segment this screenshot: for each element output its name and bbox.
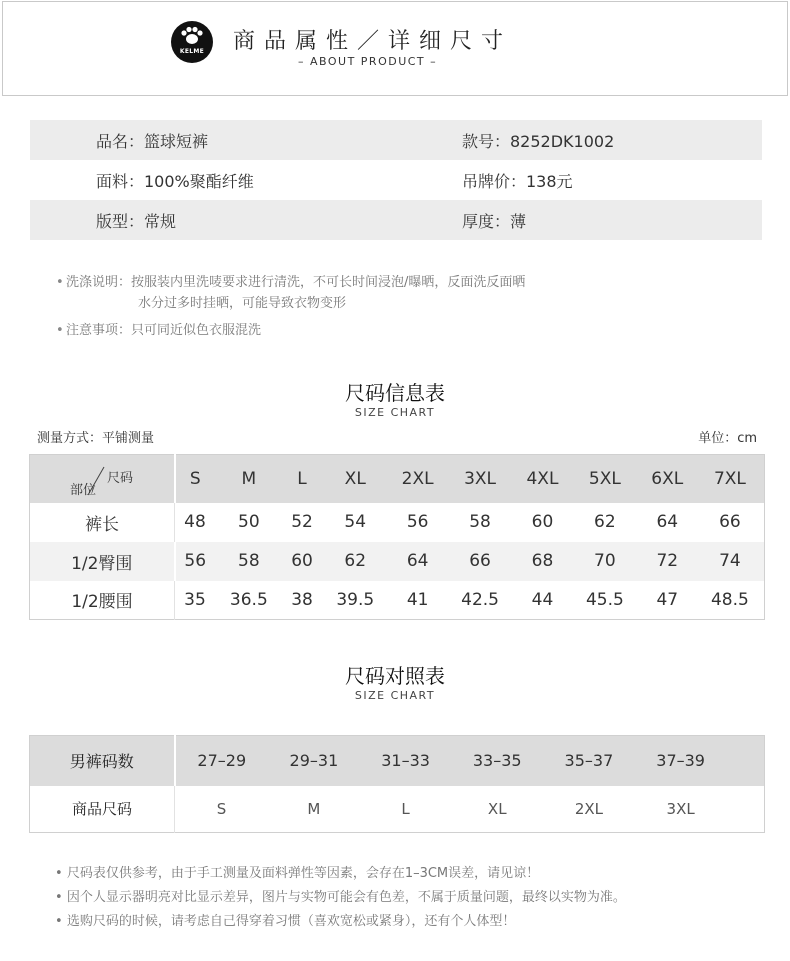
table-row xyxy=(30,503,765,542)
table-cell: 58 xyxy=(469,512,491,532)
table-cell: 68 xyxy=(514,542,571,581)
wash-note: • 洗涤说明：按服装内里洗唛要求进行清洗，不可长时间浸泡/曝晒，反面洗反面晒 xyxy=(56,275,526,290)
size-cell: XL xyxy=(451,786,543,833)
size-cell: 2XL xyxy=(543,786,635,833)
table-cell: 36.5 xyxy=(229,589,268,610)
size-chart-subtitle: SIZE CHART xyxy=(354,406,436,419)
disclaimer-notes xyxy=(55,862,626,934)
table-cell: 60 xyxy=(531,512,554,532)
reference-chart-title: 尺码对照表 xyxy=(345,664,445,688)
paw-icon xyxy=(171,21,213,63)
wash-note-cont: 水分过多时挂晒，可能导致衣物变形 xyxy=(138,296,347,311)
measure-method: 测量方式：平铺测量 xyxy=(37,431,155,446)
table-cell: 64 xyxy=(389,542,446,581)
range-cell: 27–29 xyxy=(175,736,269,786)
range-cell: 31–33 xyxy=(360,736,452,786)
product-attributes xyxy=(30,120,762,240)
size-cell: L xyxy=(360,786,452,833)
size-header: 3XL xyxy=(446,455,514,503)
table-cell: 62 xyxy=(594,512,616,532)
table-cell: 39.5 xyxy=(336,589,375,610)
size-header: S xyxy=(175,455,215,503)
reference-chart-subtitle: SIZE CHART xyxy=(354,689,436,702)
size-header: XL xyxy=(321,455,389,503)
row-label: 裤长 xyxy=(30,503,175,542)
attribute-material: 面料：100%聚酯纤维 xyxy=(96,171,254,191)
size-cell: S xyxy=(175,786,269,833)
attribute-price: 吊牌价：138元 xyxy=(462,171,573,191)
table-cell: 62 xyxy=(321,542,389,581)
attribute-row xyxy=(30,120,762,160)
reference-chart-table xyxy=(29,735,765,833)
corner-part-label: 部位 xyxy=(70,483,97,498)
size-header: 6XL xyxy=(639,455,696,503)
size-cell: 3XL xyxy=(635,786,727,833)
attribute-fit: 版型：常规 xyxy=(96,211,177,231)
row-label: 1/2臀围 xyxy=(30,542,175,581)
table-header-row xyxy=(30,736,765,786)
size-header: 2XL xyxy=(389,455,446,503)
disclaimer-item: • 因个人显示器明亮对比显示差异，图片与实物可能会有色差，不属于质量问题，最终以实物为准。 xyxy=(55,890,626,905)
brand-logo xyxy=(171,21,213,63)
table-cell: 58 xyxy=(215,542,283,581)
corner-cell xyxy=(30,455,175,503)
disclaimer-item: • 选购尺码的时候，请考虑自己得穿着习惯（喜欢宽松或紧身），还有个人体型！ xyxy=(55,914,516,929)
table-cell: 44 xyxy=(531,589,554,610)
range-cell: 33–35 xyxy=(451,736,543,786)
size-header: 5XL xyxy=(571,455,639,503)
size-chart-table xyxy=(29,454,765,620)
table-cell: 56 xyxy=(175,542,215,581)
table-cell: 45.5 xyxy=(585,589,624,610)
attribute-name: 品名：篮球短裤 xyxy=(96,131,209,151)
table-cell: 48 xyxy=(184,512,206,532)
corner-size-label: 尺码 xyxy=(107,471,134,486)
table-cell: 50 xyxy=(238,512,260,532)
unit-label: 单位：cm xyxy=(698,431,757,446)
size-header: L xyxy=(283,455,322,503)
table-cell: 66 xyxy=(719,512,741,532)
table-cell: 64 xyxy=(656,512,679,532)
table-row xyxy=(30,542,765,581)
care-note: • 注意事项：只可同近似色衣服混洗 xyxy=(56,323,262,338)
size-cell: M xyxy=(268,786,360,833)
table-cell: 74 xyxy=(696,542,765,581)
table-cell: 38 xyxy=(291,589,313,610)
row-label: 商品尺码 xyxy=(30,786,175,833)
table-cell: 48.5 xyxy=(710,589,749,610)
table-cell: 47 xyxy=(656,589,679,610)
table-cell: 70 xyxy=(571,542,639,581)
table-cell: 60 xyxy=(283,542,322,581)
range-cell: 37–39 xyxy=(635,736,727,786)
page-title: 商品属性／详细尺寸 xyxy=(233,29,513,54)
care-notes xyxy=(56,272,525,341)
size-header: 7XL xyxy=(696,455,765,503)
spacer-cell xyxy=(727,736,765,786)
table-cell: 72 xyxy=(639,542,696,581)
range-cell: 35–37 xyxy=(543,736,635,786)
size-header: M xyxy=(215,455,283,503)
diagonal-line xyxy=(30,455,175,503)
attribute-row xyxy=(30,160,762,200)
table-cell: 54 xyxy=(344,512,367,532)
table-cell: 52 xyxy=(291,512,313,532)
spacer-cell xyxy=(727,786,765,833)
row-label: 男裤码数 xyxy=(30,736,175,786)
table-cell: 42.5 xyxy=(461,589,499,610)
attribute-style-no: 款号：8252DK1002 xyxy=(462,131,615,151)
row-label: 1/2腰围 xyxy=(30,581,175,620)
size-header: 4XL xyxy=(514,455,571,503)
attribute-row xyxy=(30,200,762,240)
size-chart-title: 尺码信息表 xyxy=(345,381,445,405)
table-cell: 66 xyxy=(446,542,514,581)
attribute-thickness: 厚度：薄 xyxy=(462,211,527,231)
table-cell: 56 xyxy=(406,512,429,532)
table-row xyxy=(30,786,765,833)
table-cell: 41 xyxy=(406,589,429,610)
range-cell: 29–31 xyxy=(268,736,360,786)
logo-text: KELME xyxy=(179,48,205,55)
page-subtitle: – ABOUT PRODUCT – xyxy=(298,55,438,68)
table-row xyxy=(30,581,765,620)
disclaimer-item: • 尺码表仅供参考，由于手工测量及面料弹性等因素，会存在1–3CM误差，请见谅！ xyxy=(55,866,540,881)
table-header-row xyxy=(30,455,765,503)
table-cell: 35 xyxy=(184,589,206,610)
